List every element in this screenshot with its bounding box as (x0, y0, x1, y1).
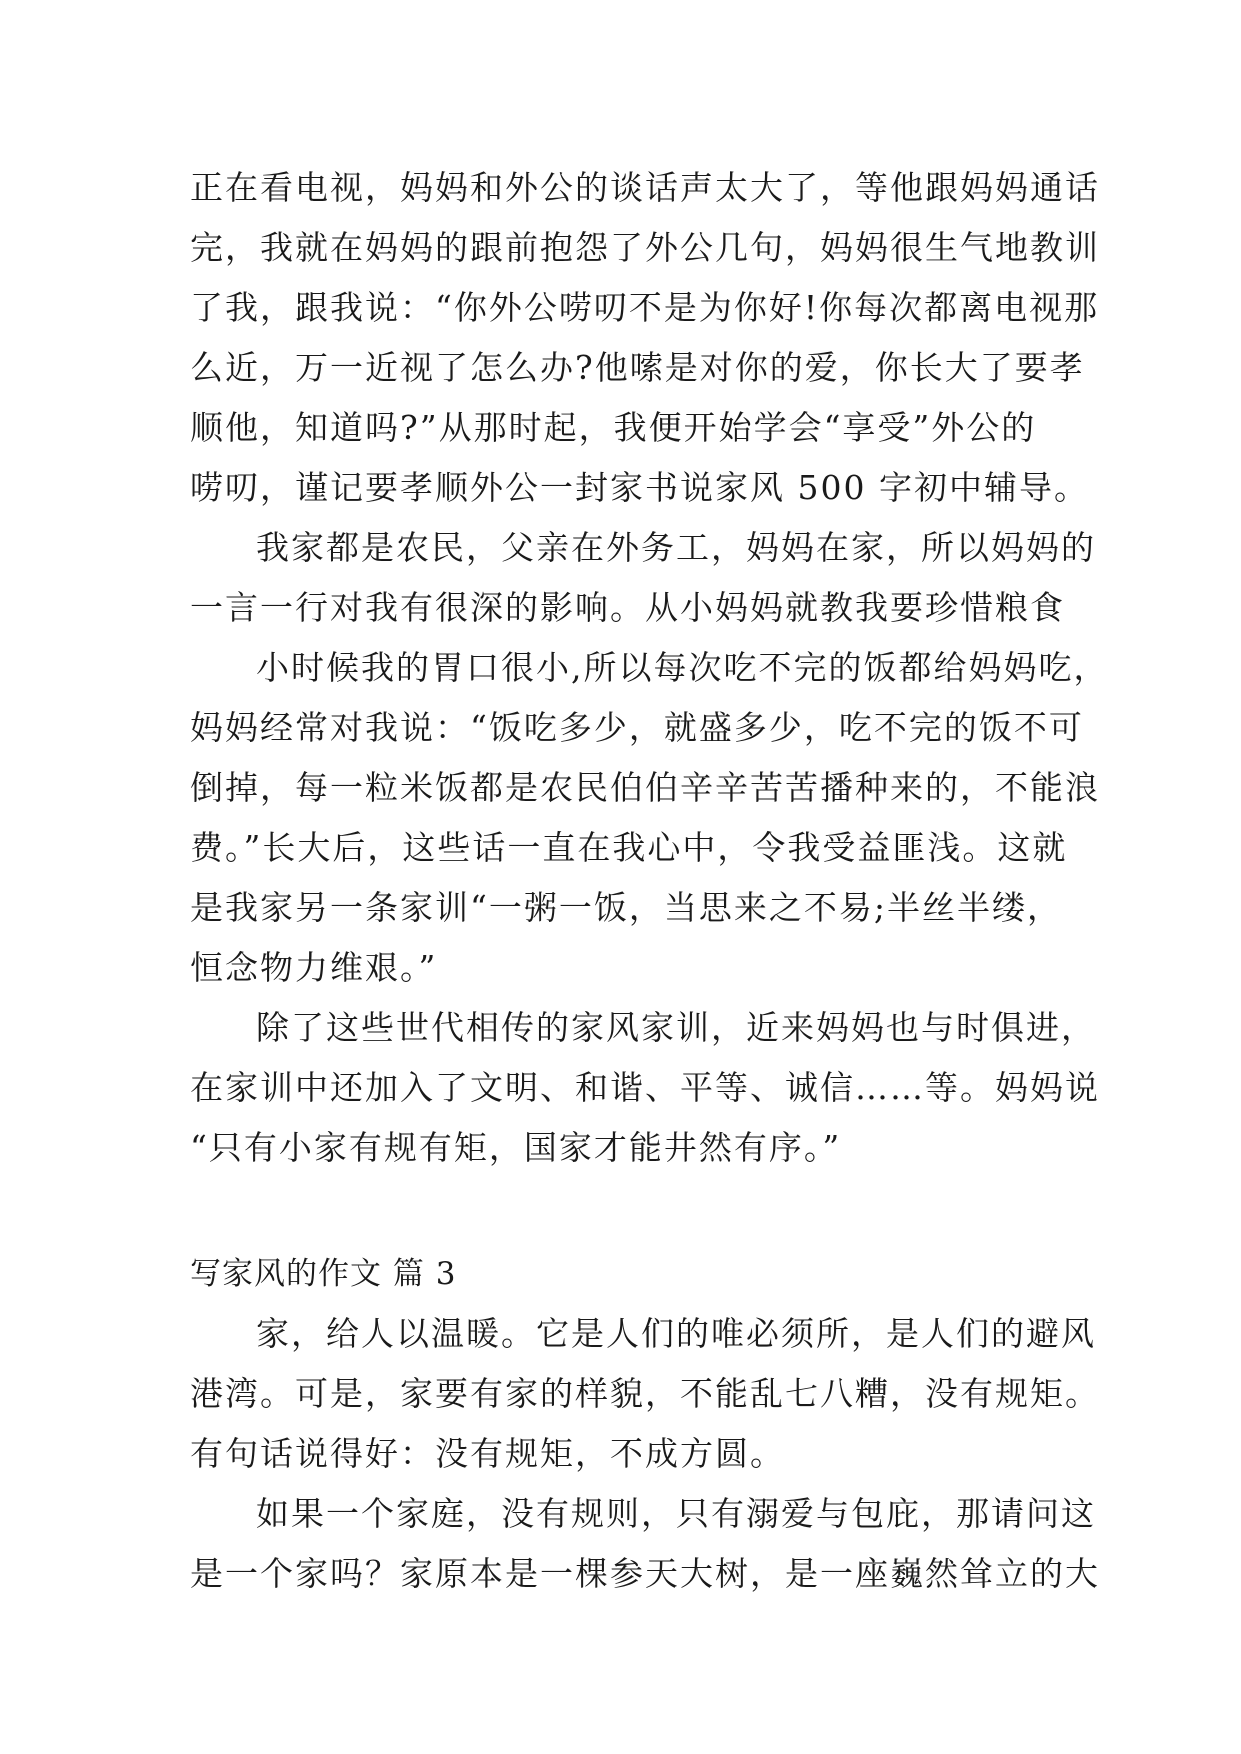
text-line: 是我家另一条家训“一粥一饭，当思来之不易;半丝半缕， (190, 888, 1062, 927)
text-line: 恒念物力维艰。” (190, 948, 438, 987)
section-heading: 写家风的作文 篇 3 (190, 1256, 457, 1292)
paragraph-home-warmth (190, 1304, 1100, 1484)
text-line: 了我，跟我说：“你外公唠叨不是为你好!你每次都离电视那 (190, 288, 1100, 327)
text-line: 家，给人以温暖。它是人们的唯必须所，是人们的避风 (256, 1314, 1096, 1353)
paragraph-continued (190, 158, 1100, 518)
paragraph-family-rules (190, 1484, 1100, 1604)
text-line: 么近，万一近视了怎么办?他嗦是对你的爱，你长大了要孝 (190, 348, 1085, 387)
text-line: 如果一个家庭，没有规则，只有溺爱与包庇，那请问这 (256, 1494, 1096, 1533)
text-line: 顺他，知道吗?”从那时起，我便开始学会“享受”外公的 (190, 408, 1037, 447)
text-line: 在家训中还加入了文明、和谐、平等、诚信……等。妈妈说 (190, 1068, 1100, 1107)
text-line: 除了这些世代相传的家风家训，近来妈妈也与时俱进， (256, 1008, 1096, 1047)
text-line: 是一个家吗？家原本是一棵参天大树，是一座巍然耸立的大 (190, 1554, 1100, 1593)
text-line: “只有小家有规有矩，国家才能井然有序。” (190, 1128, 842, 1167)
text-line: 我家都是农民，父亲在外务工，妈妈在家，所以妈妈的 (256, 528, 1096, 567)
text-line: 倒掉，每一粒米饭都是农民伯伯辛辛苦苦播种来的，不能浪 (190, 768, 1100, 807)
text-line: 小时候我的胃口很小,所以每次吃不完的饭都给妈妈吃， (256, 648, 1109, 687)
text-line: 一言一行对我有很深的影响。从小妈妈就教我要珍惜粮食 (190, 588, 1065, 627)
paragraph-farmers (190, 518, 1096, 638)
text-line: 正在看电视，妈妈和外公的谈话声太大了，等他跟妈妈通话 (190, 168, 1100, 207)
paragraph-rice (190, 638, 1109, 998)
text-line: 完，我就在妈妈的跟前抱怨了外公几句，妈妈很生气地教训 (190, 228, 1100, 267)
text-line: 唠叨，谨记要孝顺外公一封家书说家风 500 字初中辅导。 (190, 468, 1089, 507)
text-line: 有句话说得好：没有规矩，不成方圆。 (190, 1434, 785, 1473)
text-line: 港湾。可是，家要有家的样貌，不能乱七八糟，没有规矩。 (190, 1374, 1100, 1413)
paragraph-modern-values (190, 998, 1100, 1178)
text-line: 费。”长大后，这些话一直在我心中，令我受益匪浅。这就 (190, 828, 1068, 867)
document-page (190, 158, 1109, 1604)
text-line: 妈妈经常对我说：“饭吃多少，就盛多少，吃不完的饭不可 (190, 708, 1084, 747)
